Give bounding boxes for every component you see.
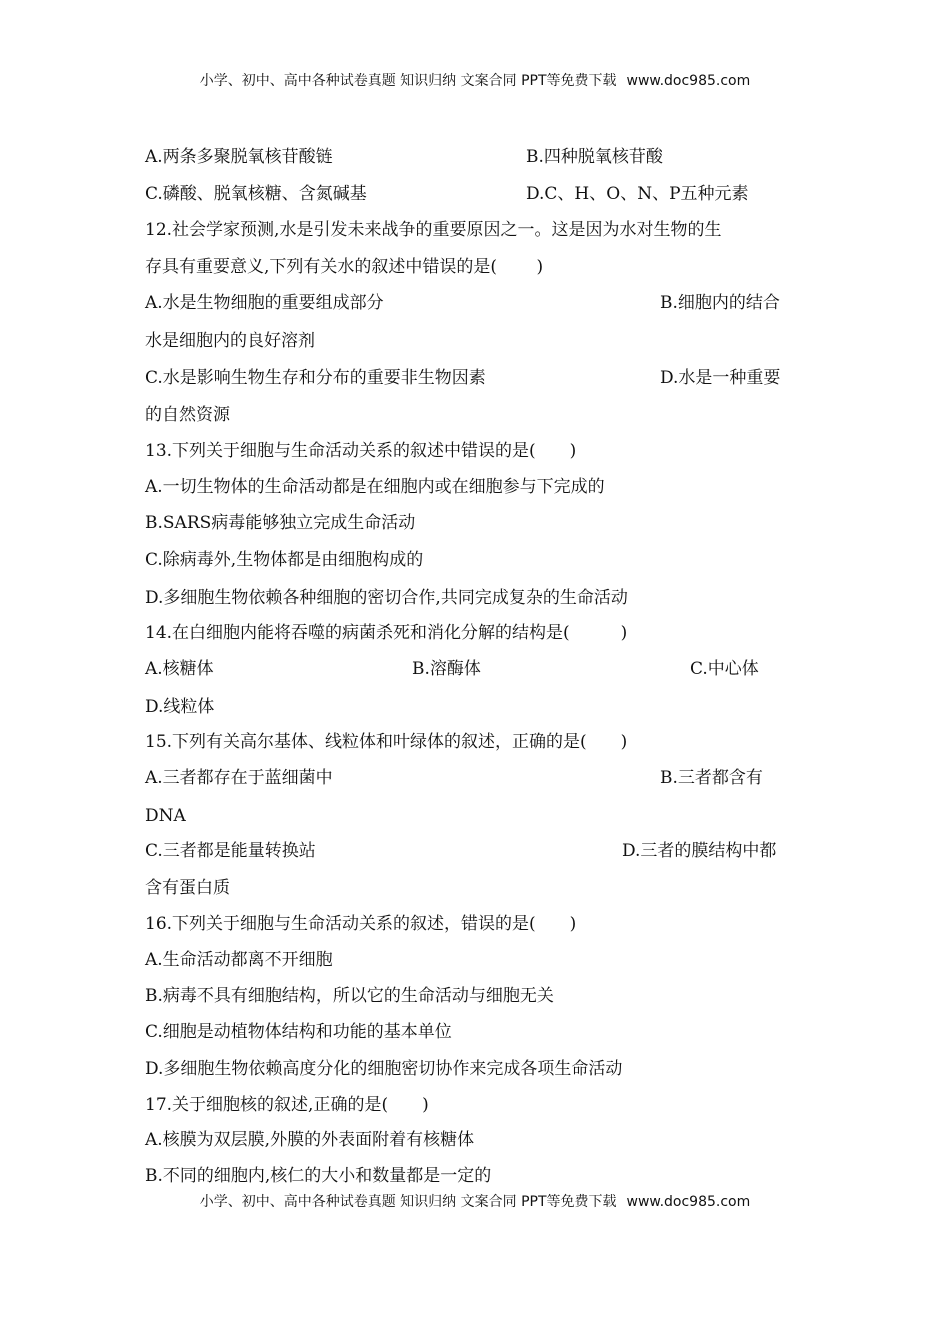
q15-option-d: D.三者的膜结构中都 <box>622 841 777 861</box>
q11-option-b: B.四种脱氧核苷酸 <box>526 147 663 167</box>
q14-option-a: A.核糖体 <box>145 659 214 679</box>
q12-option-d-cont: 的自然资源 <box>145 405 230 425</box>
q13-option-d: D.多细胞生物依赖各种细胞的密切合作,共同完成复杂的生命活动 <box>145 588 628 608</box>
q17-stem: 17.关于细胞核的叙述,正确的是( ) <box>145 1095 429 1115</box>
q16-stem: 16.下列关于细胞与生命活动关系的叙述，错误的是( ) <box>145 914 577 934</box>
q13-option-b: B.SARS病毒能够独立完成生命活动 <box>145 513 416 533</box>
page-footer <box>0 1191 950 1211</box>
q16-option-a: A.生命活动都离不开细胞 <box>145 950 333 970</box>
q13-option-c: C.除病毒外,生物体都是由细胞构成的 <box>145 550 424 570</box>
q15-option-b-cont: DNA <box>145 806 186 826</box>
q12-stem-line2: 存具有重要意义,下列有关水的叙述中错误的是( ) <box>145 257 544 277</box>
q17-option-b: B.不同的细胞内,核仁的大小和数量都是一定的 <box>145 1166 492 1186</box>
q13-stem: 13.下列关于细胞与生命活动关系的叙述中错误的是( ) <box>145 441 577 461</box>
q12-option-d: D.水是一种重要 <box>660 368 781 388</box>
header-text: 小学、初中、高中各种试卷真题 知识归纳 文案合同 PPT等免费下载 <box>199 73 617 89</box>
q16-option-c: C.细胞是动植物体结构和功能的基本单位 <box>145 1022 452 1042</box>
q14-option-d: D.线粒体 <box>145 697 215 717</box>
q14-option-b: B.溶酶体 <box>412 659 481 679</box>
q11-option-a: A.两条多聚脱氧核苷酸链 <box>145 147 333 167</box>
q15-option-d-cont: 含有蛋白质 <box>145 878 230 898</box>
footer-text: 小学、初中、高中各种试卷真题 知识归纳 文案合同 PPT等免费下载 <box>199 1194 617 1210</box>
q16-option-d: D.多细胞生物依赖高度分化的细胞密切协作来完成各项生命活动 <box>145 1059 623 1079</box>
page-header <box>0 70 950 90</box>
q15-option-c: C.三者都是能量转换站 <box>145 841 316 861</box>
q13-option-a: A.一切生物体的生命活动都是在细胞内或在细胞参与下完成的 <box>145 477 605 497</box>
q12-option-b: B.细胞内的结合 <box>660 293 780 313</box>
q15-stem: 15.下列有关高尔基体、线粒体和叶绿体的叙述，正确的是( ) <box>145 732 628 752</box>
header-url[interactable]: www.doc985.com <box>626 73 751 89</box>
q11-option-d: D.C、H、O、N、P五种元素 <box>526 184 749 204</box>
q16-option-b: B.病毒不具有细胞结构，所以它的生命活动与细胞无关 <box>145 986 554 1006</box>
q15-option-b: B.三者都含有 <box>660 768 763 788</box>
q12-option-b-cont: 水是细胞内的良好溶剂 <box>145 331 315 351</box>
footer-url[interactable]: www.doc985.com <box>626 1194 751 1210</box>
q14-stem: 14.在白细胞内能将吞噬的病菌杀死和消化分解的结构是( ) <box>145 623 628 643</box>
q12-option-a: A.水是生物细胞的重要组成部分 <box>145 293 384 313</box>
q11-option-c: C.磷酸、脱氧核糖、含氮碱基 <box>145 184 367 204</box>
q12-stem-line1: 12.社会学家预测,水是引发未来战争的重要原因之一。这是因为水对生物的生 <box>145 220 722 240</box>
q15-option-a: A.三者都存在于蓝细菌中 <box>145 768 333 788</box>
q12-option-c: C.水是影响生物生存和分布的重要非生物因素 <box>145 368 486 388</box>
q17-option-a: A.核膜为双层膜,外膜的外表面附着有核糖体 <box>145 1130 475 1150</box>
q14-option-c: C.中心体 <box>690 659 759 679</box>
